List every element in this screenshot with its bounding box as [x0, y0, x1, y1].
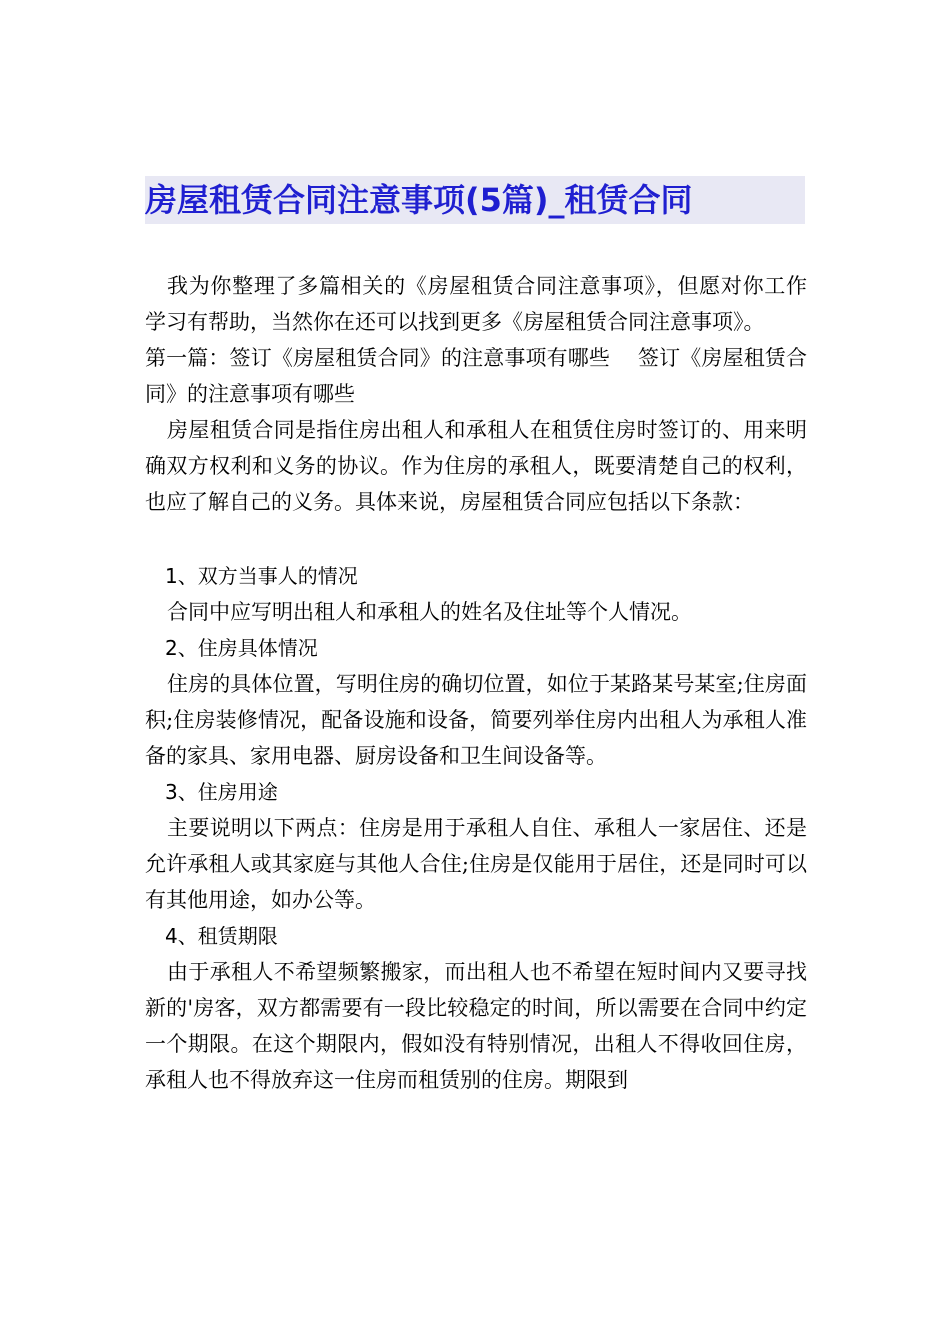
section-heading-1: 1、双方当事人的情况 [165, 564, 358, 588]
document-title: 房屋租赁合同注意事项(5篇)_租赁合同 [145, 181, 693, 219]
intro-paragraph: 我为你整理了多篇相关的《房屋租赁合同注意事项》，但愿对你工作学习有帮助，当然你在还可以找到更多《房屋租赁合同注意事项》。 [145, 274, 807, 334]
section-paragraph-4: 由于承租人不希望频繁搬家，而出租人也不希望在短时间内又要寻找新的'房客，双方都需要有一段比较稳定的时间，所以需要在合同中约定一个期限。在这个期限内，假如没有特别情况，出租人不得收回住房，承租人也不得放弃这一住房而租赁别的住房。期限到 [145, 960, 807, 1092]
section-heading-2: 2、住房具体情况 [165, 636, 318, 660]
part1-title: 第一篇：签订《房屋租赁合同》的注意事项有哪些 签订《房屋租赁合同》的注意事项有哪些 [145, 346, 807, 406]
section-paragraph-3: 主要说明以下两点：住房是用于承租人自住、承租人一家居住、还是允许承租人或其家庭与其他人合住;住房是仅能用于居住，还是同时可以有其他用途，如办公等。 [145, 816, 807, 912]
section-heading-3: 3、住房用途 [165, 780, 278, 804]
section-paragraph-1: 合同中应写明出租人和承租人的姓名及住址等个人情况。 [167, 600, 692, 624]
definition-paragraph: 房屋租赁合同是指住房出租人和承租人在租赁住房时签订的、用来明确双方权利和义务的协议。作为住房的承租人，既要清楚自己的权利，也应了解自己的义务。具体来说，房屋租赁合同应包括以下条款： [145, 418, 807, 514]
section-paragraph-2: 住房的具体位置，写明住房的确切位置，如位于某路某号某室;住房面积;住房装修情况，配备设施和设备，简要列举住房内出租人为承租人准备的家具、家用电器、厨房设备和卫生间设备等。 [145, 672, 807, 768]
spacer [145, 520, 807, 558]
section-heading-4: 4、租赁期限 [165, 924, 278, 948]
title-highlight [145, 176, 805, 224]
document-body [145, 268, 807, 1098]
